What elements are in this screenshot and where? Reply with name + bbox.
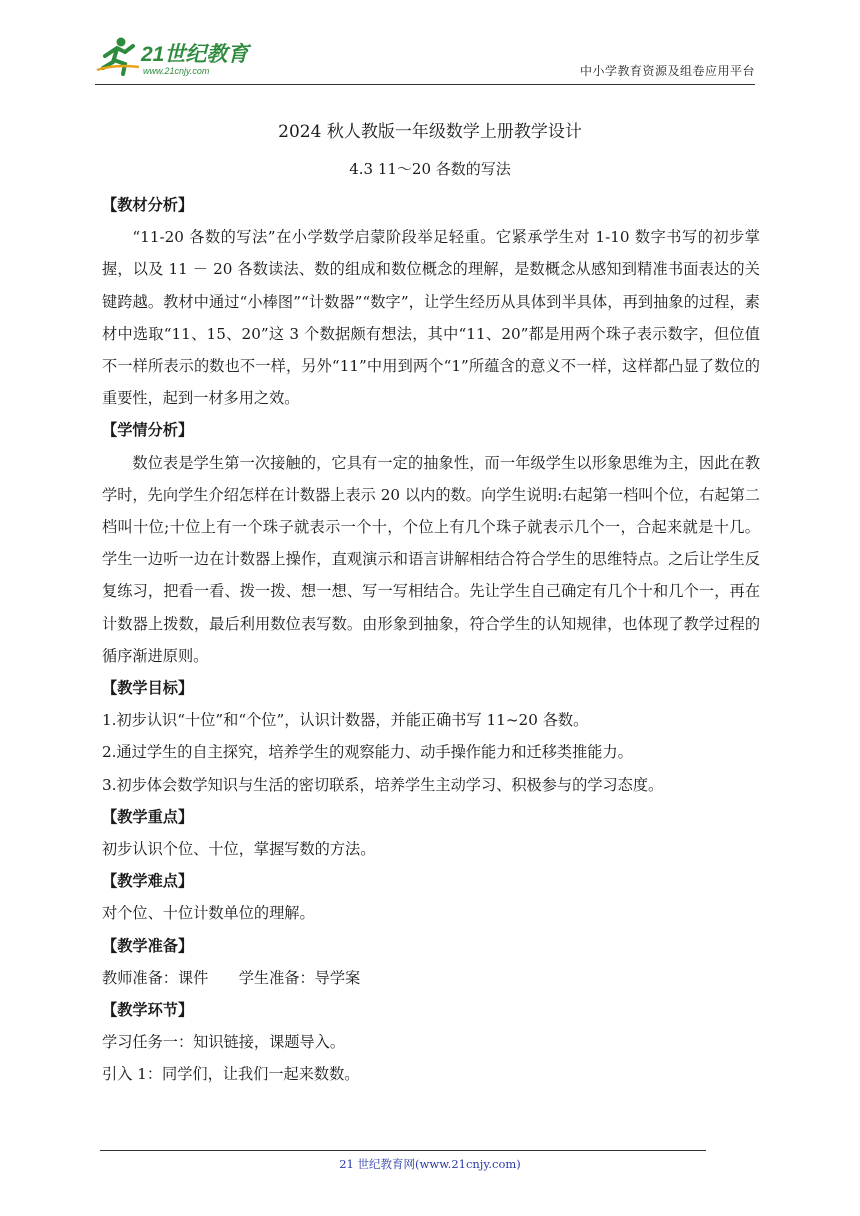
21cnjy-logo (95, 34, 265, 78)
section-heading-learner: 【学情分析】 (102, 421, 194, 440)
intro-text: 引入 1：同学们，让我们一起来数数。 (102, 1065, 360, 1084)
footer-link[interactable]: 21 世纪教育网(www.21cnjy.com) (339, 1157, 521, 1171)
key-point-text: 初步认识个位、十位，掌握写数的方法。 (102, 840, 376, 859)
logo-text: 21世纪教育 (141, 43, 249, 66)
difficulty-text: 对个位、十位计数单位的理解。 (102, 904, 315, 923)
section-heading-prep: 【教学准备】 (102, 936, 194, 955)
task-text: 学习任务一：知识链接，课题导入。 (102, 1033, 345, 1052)
goal-item: 3.初步体会数学知识与生活的密切联系，培养学生主动学习、积极参与的学习态度。 (102, 775, 664, 794)
document-title: 2024 秋人教版一年级数学上册教学设计 (278, 122, 582, 142)
footer-rule (100, 1150, 706, 1151)
prep-text: 教师准备：课件 学生准备：导学案 (102, 968, 361, 987)
section-heading-difficulty: 【教学难点】 (102, 872, 194, 891)
logo-url: www.21cnjy.com (143, 66, 210, 76)
header-rule (95, 84, 755, 85)
section-heading-analysis: 【教材分析】 (102, 196, 194, 214)
section-heading-process: 【教学环节】 (102, 1001, 194, 1020)
analysis-paragraph: “11-20 各数的写法”在小学数学启蒙阶段举足轻重。它紧承学生对 1-10 数字书写的初步掌握，以及 11 － 20 各数读法、数的组成和数位概念的理解，是数概念从感知到精准书面表达的关键跨越。教材中通过“小棒图”“计数器”“数字”，让学生经历从具体到半具体，再到抽象的过程，素材中选取“11、15、20”这 3 个数据颇有想法，其中“11、20”都是用两个珠子表示数字，但位值不一样所表示的数也不一样，另外“11”中用到两个“1”所蕴含的意义不一样，这样都凸显了数位的重要性，起到一材多用之效。 (102, 228, 760, 408)
section-heading-key: 【教学重点】 (102, 807, 194, 826)
document-subtitle: 4.3 11～20 各数的写法 (349, 160, 511, 178)
goal-item: 2.通过学生的自主探究，培养学生的观察能力、动手操作能力和迁移类推能力。 (102, 743, 633, 762)
page-header (95, 34, 755, 86)
section-heading-goals: 【教学目标】 (102, 679, 194, 698)
goal-item: 1.初步认识“十位”和“个位”，认识计数器，并能正确书写 11~20 各数。 (102, 711, 589, 730)
learner-paragraph: 数位表是学生第一次接触的，它具有一定的抽象性，而一年级学生以形象思维为主，因此在教学时，先向学生介绍怎样在计数器上表示 20 以内的数。向学生说明:右起第一档叫个位，右起第二档叫十位;十位上有一个珠子就表示一个十，个位上有几个珠子就表示几个一，合起来就是十几。学生一边听一边在计数器上操作，直观演示和语言讲解相结合符合学生的思维特点。之后让学生反复练习，把看一看、拨一拨、想一想、写一写相结合。先让学生自己确定有几个十和几个一，再在计数器上拨数，最后利用数位表写数。由形象到抽象，符合学生的认知规律，也体现了教学过程的循序渐进原则。 (102, 453, 760, 665)
platform-name: 中小学教育资源及组卷应用平台 (579, 64, 755, 78)
document-body (102, 189, 760, 1091)
